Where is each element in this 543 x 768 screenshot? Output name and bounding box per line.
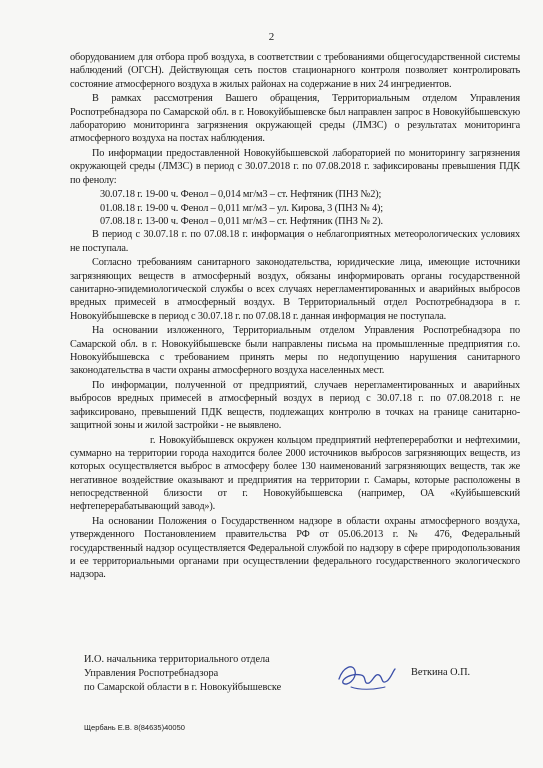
measurement-item: 01.08.18 г. 19-00 ч. Фенол – 0,011 мг/м3 – ул. Кирова, 3 (ПНЗ № 4); xyxy=(100,202,383,214)
letter-body xyxy=(70,51,520,583)
signatory-position: Управления Роспотребнадзора xyxy=(84,668,219,679)
paragraph: В период с 30.07.18 г. по 07.08.18 г. информация о неблагоприятных метеорологических условиях не поступала. xyxy=(70,229,520,254)
signature-block xyxy=(84,653,281,695)
page-number: 2 xyxy=(268,31,275,43)
paragraph: По информации предоставленной Новокуйбышевской лабораторией по мониторингу загрязнения окружающей среды (ЛМЗС) в период с 30.07.2018 г. по 07.08.2018 г. зафиксированы превышения ПДК по фенолу: xyxy=(70,148,520,186)
paragraph: Согласно требованиям санитарного законодательства, юридические лица, имеющие источники загрязняющих веществ в атмосферный воздух, обязаны информировать органы государственной санитарно-эпидемиологической службы о всех случаях нерегламентированных и аварийных выбросов вредных примесей в атмосферный воздух. В Территориальный отдел Роспотребнадзора в г. Новокуйбышевске в период с 30.07.18 г. по 07.08.18 г. данная информация не поступала. xyxy=(70,257,520,322)
executor-footer: Щербань Е.В. 8(84635)40050 xyxy=(84,723,185,732)
paragraph: По информации, полученной от предприятий, случаев нерегламентированных и аварийных выбросов вредных примесей в атмосферный воздух в период с 30.07.18 г. по 07.08.2018 г. не зафиксировано, превышений ПДК веществ, подлежащих контролю в точках на границе санитарно-защитной зоны и жилой застройки - не выявлено. xyxy=(70,380,520,432)
handwritten-signature xyxy=(333,657,397,695)
paragraph: На основании изложенного, Территориальным отделом Управления Роспотребнадзора по Самарской обл. в г. Новокуйбышевске были направлены письма на промышленные предприятия г.о. Новокуйбышевска с требованием принять меры по недопущению нарушения санитарного законодательства в части охраны атмосферного воздуха населенных мест. xyxy=(70,325,520,377)
signatory-position: по Самарской области в г. Новокуйбышевске xyxy=(84,682,282,693)
paragraph: г. Новокуйбышевск окружен кольцом предприятий нефтепереработки и нефтехимии, суммарно на территории города находится более 2000 источников выбросов загрязняющих веществ, из которых осуществляется выброс в атмосферу более 130 наименований загрязняющих веществ, так же негативное воздействие оказывают и предприятия на территории г. Самары, которые расположены в непосредственной близости от г. Новокуйбышевска (например, ОА «Куйбышевский нефтеперерабатывающий завод»). xyxy=(70,434,520,513)
measurement-item: 30.07.18 г. 19-00 ч. Фенол – 0,014 мг/м3 – ст. Нефтяник (ПНЗ №2); xyxy=(100,189,382,201)
paragraph: В рамках рассмотрения Вашего обращения, Территориальным отделом Управления Роспотребнадзора по Самарской обл. в г. Новокуйбышевске был направлен запрос в Новокуйбышевскую лабораторию мониторинга загрязнения окружающей среды (ЛМЗС) о результатах мониторинга атмосферного воздуха на постах наблюдения. xyxy=(70,93,520,145)
measurement-item: 07.08.18 г. 13-00 ч. Фенол – 0,011 мг/м3 – ст. Нефтяник (ПНЗ № 2). xyxy=(100,216,383,228)
paragraph: оборудованием для отбора проб воздуха, в соответствии с требованиями общегосударственной системы наблюдений (ОГСН). Действующая сеть постов стационарного контроля позволяет контролировать состояние атмосферного воздуха в жилых районах на содержание в них 24 ингредиентов. xyxy=(70,52,520,90)
signatory-position: И.О. начальника территориального отдела xyxy=(84,654,270,665)
paragraph: На основании Положения о Государственном надзоре в области охраны атмосферного воздуха, утвержденного Постановлением правительства РФ от 05.06.2013 г. № 476, Федеральный государственный надзор осуществляется Федеральной службой по надзору в сфере природопользования и ее территориальными органами при осуществлении федерального государственного экологического надзора. xyxy=(70,516,520,581)
signatory-name: Веткина О.П. xyxy=(411,667,471,678)
measurement-list xyxy=(70,188,520,228)
